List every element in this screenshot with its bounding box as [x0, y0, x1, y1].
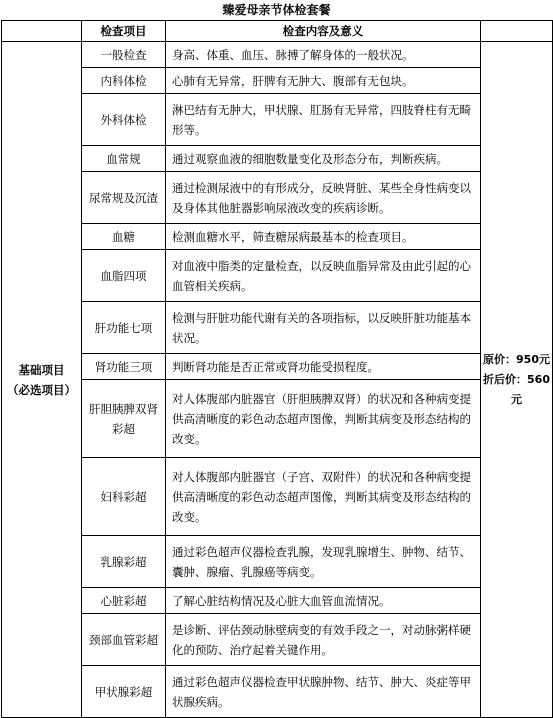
- item-description: 通过彩色超声仪器检查甲状腺肿物、结节、肿大、炎症等甲状腺疾病。: [166, 666, 481, 718]
- item-name: 甲状腺彩超: [82, 666, 166, 718]
- item-description: 是诊断、评估颈动脉壁病变的有效手段之一，对动脉粥样硬化的预防、治疗起着关键作用。: [166, 614, 481, 666]
- table-row: [2, 588, 553, 614]
- header-row: [2, 21, 553, 42]
- header-description: 检查内容及意义: [166, 21, 481, 42]
- category-note: （必选项目）: [7, 382, 76, 397]
- item-name: 肝胆胰脾双肾彩超: [82, 380, 166, 458]
- item-name: 乳腺彩超: [82, 536, 166, 588]
- table-row: [2, 354, 553, 380]
- table-row: [2, 68, 553, 94]
- exam-table: [1, 20, 553, 718]
- table-row: [2, 172, 553, 224]
- item-description: 检测与肝脏功能代谢有关的各项指标，以反映肝脏功能基本状况。: [166, 302, 481, 354]
- item-description: 通过检测尿液中的有形成分，反映肾脏、某些全身性病变以及身体其他脏器影响尿液改变的疾病诊断。: [166, 172, 481, 224]
- table-row: [2, 94, 553, 146]
- table-row: [2, 458, 553, 536]
- item-description: 对血液中脂类的定量检查，以反映血脂异常及由此引起的心血管相关疾病。: [166, 250, 481, 302]
- table-row: [2, 250, 553, 302]
- table-row: [2, 42, 553, 68]
- table-row: [2, 536, 553, 588]
- item-name: 外科体检: [82, 94, 166, 146]
- table-row: [2, 614, 553, 666]
- item-name: 尿常规及沉渣: [82, 172, 166, 224]
- item-description: 身高、体重、血压、脉搏了解身体的一般状况。: [166, 42, 481, 68]
- table-row: [2, 224, 553, 250]
- discount-price: 折后价：560元: [483, 372, 550, 406]
- item-description: 判断肾功能是否正常或肾功能受损程度。: [166, 354, 481, 380]
- item-description: 通过彩色超声仪器检查乳腺，发现乳腺增生、肿物、结节、囊肿、腺瘤、乳腺癌等病变。: [166, 536, 481, 588]
- item-description: 对人体腹部内脏器官（肝胆胰脾双肾）的状况和各种病变提供高清晰度的彩色动态超声图像，判断其病变及形态结构的改变。: [166, 380, 481, 458]
- header-price: [481, 21, 553, 42]
- item-name: 颈部血管彩超: [82, 614, 166, 666]
- item-name: 血常规: [82, 146, 166, 172]
- item-description: 对人体腹部内脏器官（子宫、双附件）的状况和各种病变提供高清晰度的彩色动态超声图像，判断其病变及形态结构的改变。: [166, 458, 481, 536]
- price-cell: [481, 42, 553, 718]
- item-name: 内科体检: [82, 68, 166, 94]
- item-description: 检测血糖水平，筛查糖尿病最基本的检查项目。: [166, 224, 481, 250]
- item-name: 肝功能七项: [82, 302, 166, 354]
- table-row: [2, 666, 553, 718]
- original-price: 原价：950元: [483, 352, 550, 366]
- item-description: 了解心脏结构情况及心脏大血管血流情况。: [166, 588, 481, 614]
- item-name: 一般检查: [82, 42, 166, 68]
- item-description: 心肺有无异常，肝脾有无肿大、腹部有无包块。: [166, 68, 481, 94]
- item-name: 血脂四项: [82, 250, 166, 302]
- header-item: 检查项目: [82, 21, 166, 42]
- item-name: 妇科彩超: [82, 458, 166, 536]
- item-name: 血糖: [82, 224, 166, 250]
- item-name: 肾功能三项: [82, 354, 166, 380]
- category-cell: [2, 42, 82, 718]
- category-label: 基础项目: [18, 362, 65, 377]
- item-description: 通过观察血液的细胞数量变化及形态分布，判断疾病。: [166, 146, 481, 172]
- page-title: 臻爱母亲节体检套餐: [222, 3, 331, 17]
- item-name: 心脏彩超: [82, 588, 166, 614]
- table-row: [2, 302, 553, 354]
- item-description: 淋巴结有无肿大，甲状腺、肛肠有无异常，四肢脊柱有无畸形等。: [166, 94, 481, 146]
- table-row: [2, 380, 553, 458]
- header-category: [2, 21, 82, 42]
- table-row: [2, 146, 553, 172]
